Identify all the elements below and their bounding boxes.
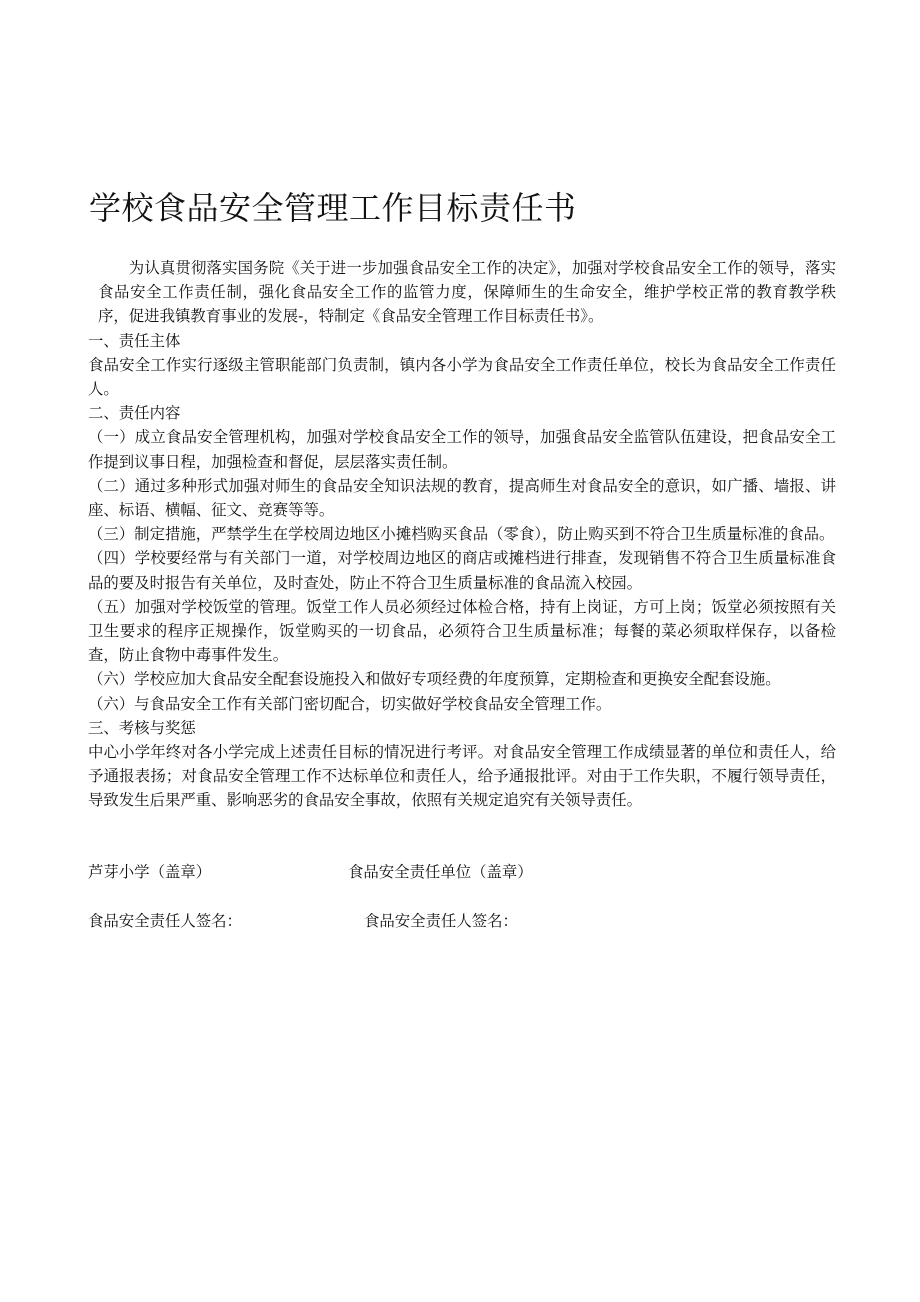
signature-label-left: 食品安全责任人签名： xyxy=(88,912,242,930)
school-stamp-label: 芦芽小学（盖章） xyxy=(88,863,212,881)
document-body xyxy=(88,256,836,813)
body-paragraph: 中心小学年终对各小学完成上述责任目标的情况进行考评。对食品安全管理工作成绩显著的单位和责任人，给予通报表扬；对食品安全管理工作不达标单位和责任人，给予通报批评。对由于工作失职，不履行领导责任，导致发生后果严重、影响恶劣的食品安全事故，依照有关规定追究有关领导责任。 xyxy=(88,743,836,810)
list-item: （五）加强对学校饭堂的管理。饭堂工作人员必须经过体检合格，持有上岗证，方可上岗；饭堂必须按照有关卫生要求的程序正规操作，饭堂购买的一切食品，必须符合卫生质量标准；每餐的菜必须取样保存，以备检查，防止食物中毒事件发生。 xyxy=(88,597,836,665)
list-item: （一）成立食品安全管理机构，加强对学校食品安全工作的领导，加强食品安全监管队伍建设，把食品安全工作提到议事日程，加强检查和督促，层层落实责任制。 xyxy=(88,428,836,471)
list-item: （四）学校要经常与有关部门一道，对学校周边地区的商店或摊档进行排查，发现销售不符合卫生质量标准食品的要及时报告有关单位，及时查处，防止不符合卫生质量标准的食品流入校园。 xyxy=(88,549,836,592)
list-item: （三）制定措施，严禁学生在学校周边地区小摊档购买食品（零食），防止购买到不符合卫生质量标准的食品。 xyxy=(88,525,835,544)
body-paragraph: 食品安全工作实行逐级主管职能部门负责制，镇内各小学为食品安全工作责任单位，校长为食品安全工作责任人。 xyxy=(88,355,836,399)
list-item: （六）学校应加大食品安全配套设施投入和做好专项经费的年度预算，定期检查和更换安全配套设施。 xyxy=(88,670,781,689)
section-heading: 二、责任内容 xyxy=(88,404,181,423)
section-heading: 一、责任主体 xyxy=(88,331,181,350)
document-title: 学校食品安全管理工作目标责任书 xyxy=(89,189,577,227)
section-heading: 三、考核与奖惩 xyxy=(88,718,196,737)
intro-paragraph: 为认真贯彻落实国务院《关于进一步加强食品安全工作的决定》，加强对学校食品安全工作的领导，落实食品安全工作责任制，强化食品安全工作的监管力度，保障师生的生命安全，维护学校正常的教育教学秩序，促进我镇教育事业的发展-，特制定《食品安全管理工作目标责任书》。 xyxy=(98,259,836,326)
signature-label-right: 食品安全责任人签名： xyxy=(364,912,518,930)
unit-stamp-label: 食品安全责任单位（盖章） xyxy=(348,863,533,881)
list-item: （二）通过多种形式加强对师生的食品安全知识法规的教育，提高师生对食品安全的意识，如广播、墙报、讲座、标语、横幅、征文、竞赛等等。 xyxy=(88,476,836,520)
list-item: （六）与食品安全工作有关部门密切配合，切实做好学校食品安全管理工作。 xyxy=(88,694,612,713)
